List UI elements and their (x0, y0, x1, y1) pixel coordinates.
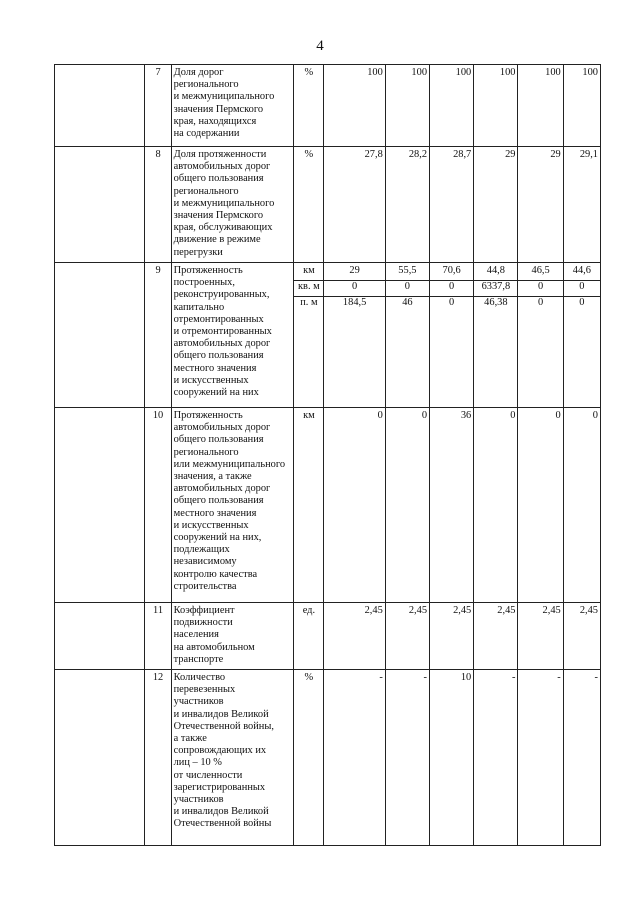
value-text: 70,6 (430, 265, 473, 281)
value-cell (518, 263, 563, 408)
value-text: 100 (499, 67, 516, 78)
unit-label: км (303, 410, 315, 421)
unit-cell (294, 603, 324, 670)
blank-cell (55, 670, 145, 846)
value-text: 100 (545, 67, 561, 78)
value-cell (563, 263, 600, 408)
value-cell (385, 670, 429, 846)
value-text: 100 (582, 67, 598, 78)
table-row (55, 603, 601, 670)
value-text: 100 (411, 67, 428, 78)
value-cell (474, 670, 518, 846)
value-text: 28,2 (408, 149, 428, 160)
value-text: 184,5 (342, 297, 367, 308)
blank-cell (55, 408, 145, 603)
value-cell (430, 603, 474, 670)
value-text: 2,45 (542, 605, 561, 616)
value-text: 2,45 (408, 605, 428, 616)
blank-cell (55, 147, 145, 263)
value-text: 0 (592, 410, 598, 421)
unit-label: % (304, 149, 314, 160)
value-text: 46,38 (484, 297, 508, 308)
value-cell (563, 670, 600, 846)
value-text: 36 (460, 410, 472, 421)
unit-label: км (294, 265, 323, 281)
unit-cell (294, 263, 324, 408)
row-number: 12 (145, 670, 171, 846)
value-cell (518, 603, 563, 670)
value-cell (474, 408, 518, 603)
value-cell (430, 65, 474, 147)
value-cell (324, 65, 385, 147)
value-text: 29 (324, 265, 384, 281)
blank-cell (55, 603, 145, 670)
row-number: 7 (145, 65, 171, 147)
value-text: 0 (421, 410, 428, 421)
value-text: 2,45 (497, 605, 516, 616)
row-number: 10 (145, 408, 171, 603)
row-number: 11 (145, 603, 171, 670)
value-cell (518, 670, 563, 846)
value-text: 6337,8 (474, 281, 517, 297)
value-text: - (379, 672, 383, 683)
value-text: 10 (460, 672, 472, 683)
value-cell (474, 147, 518, 263)
table-row (55, 670, 601, 846)
value-text: - (594, 672, 598, 683)
value-cell (324, 603, 385, 670)
value-text: 0 (510, 410, 516, 421)
value-text: 0 (449, 297, 455, 308)
row-number: 8 (145, 147, 171, 263)
value-cell (430, 670, 474, 846)
value-text: 0 (564, 281, 600, 297)
value-cell (430, 147, 474, 263)
value-text: - (512, 672, 516, 683)
blank-cell (55, 263, 145, 408)
value-text: 2,45 (579, 605, 598, 616)
value-text: 0 (579, 297, 585, 308)
indicator-name: Количество перевезенных участников и инвалидов Великой Отечественной войны, а также сопровождающих их лиц – 10 % от численности зарегистрированных участников и инвалидов Великой Отечественной войны (171, 670, 294, 846)
table-row (55, 65, 601, 147)
indicator-name: Доля протяженности автомобильных дорог общего пользования регионального и межмуниципального значения Пермского края, обслуживающих движение в режиме перегрузки (171, 147, 294, 263)
value-text: 46 (402, 297, 413, 308)
value-cell (563, 408, 600, 603)
table-row (55, 408, 601, 603)
value-cell (430, 263, 474, 408)
unit-cell (294, 408, 324, 603)
unit-cell (294, 670, 324, 846)
indicator-name: Доля дорог регионального и межмуниципального значения Пермского края, находящихся на содержании (171, 65, 294, 147)
value-text: 44,6 (564, 265, 600, 281)
value-cell (474, 603, 518, 670)
value-text: 29 (550, 149, 561, 160)
indicator-name: Протяженность построенных, реконструированных, капитально отремонтированных и отремонтированных автомобильных дорог общего пользования местного значения и искусственных сооружений на них (171, 263, 294, 408)
blank-cell (55, 65, 145, 147)
value-text: - (423, 672, 428, 683)
value-text: 55,5 (386, 265, 429, 281)
value-text: 2,45 (453, 605, 472, 616)
value-text: 0 (377, 410, 383, 421)
value-cell (324, 147, 385, 263)
unit-label: % (304, 672, 314, 683)
unit-label: ед. (302, 605, 316, 616)
value-cell (385, 408, 429, 603)
unit-label: п. м (300, 297, 318, 308)
value-text: 0 (324, 281, 384, 297)
value-text: 0 (538, 297, 544, 308)
value-text: 2,45 (364, 605, 383, 616)
value-text: 29 (505, 149, 516, 160)
row-number: 9 (145, 263, 171, 408)
value-text: 0 (555, 410, 561, 421)
value-cell (563, 603, 600, 670)
indicators-table (54, 64, 601, 846)
value-cell (518, 147, 563, 263)
indicator-name: Коэффициент подвижности населения на автомобильном транспорте (171, 603, 294, 670)
unit-cell (294, 65, 324, 147)
value-text: - (557, 672, 561, 683)
value-text: 29,1 (579, 149, 598, 160)
indicator-name: Протяженность автомобильных дорог общего пользования регионального или межмуниципального значения, а также автомобильных дорог общего пользования местного значения и искусственных сооружений на них, подлежащих независимому контролю качества строительства (171, 408, 294, 603)
value-cell (518, 408, 563, 603)
value-cell (324, 408, 385, 603)
value-text: 28,7 (453, 149, 472, 160)
table-row (55, 263, 601, 408)
value-text: 0 (518, 281, 562, 297)
value-text: 0 (386, 281, 429, 297)
value-text: 100 (455, 67, 472, 78)
value-cell (518, 65, 563, 147)
unit-label: кв. м (294, 281, 323, 297)
value-cell (324, 263, 385, 408)
table-row (55, 147, 601, 263)
value-text: 27,8 (364, 149, 383, 160)
value-cell (563, 147, 600, 263)
value-text: 46,5 (518, 265, 562, 281)
table-body (55, 65, 601, 846)
page-number: 4 (316, 38, 324, 54)
value-cell (385, 263, 429, 408)
value-text: 44,8 (474, 265, 517, 281)
value-text: 100 (367, 67, 383, 78)
value-cell (563, 65, 600, 147)
value-cell (385, 147, 429, 263)
value-cell (474, 263, 518, 408)
unit-label: % (304, 67, 314, 78)
unit-cell (294, 147, 324, 263)
value-text: 0 (430, 281, 473, 297)
value-cell (430, 408, 474, 603)
value-cell (385, 65, 429, 147)
value-cell (385, 603, 429, 670)
value-cell (324, 670, 385, 846)
value-cell (474, 65, 518, 147)
